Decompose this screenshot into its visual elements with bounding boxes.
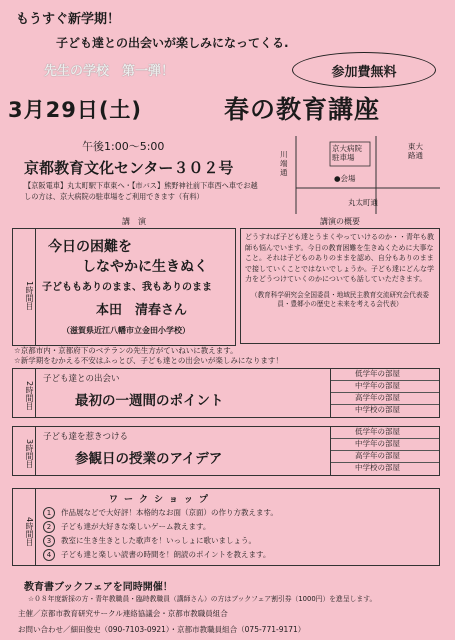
item-text: 子ども達と楽しい読書の時間を！朗読のポイントを教えます。 xyxy=(61,550,271,559)
period-2-label: 2時間目 xyxy=(13,369,36,417)
level-item: 中学年の部屋 xyxy=(331,381,439,393)
workshop-title: ワークショップ xyxy=(109,495,214,505)
workshop-item xyxy=(43,521,210,533)
item-number: 1 xyxy=(43,507,55,519)
label-hospital: 京大病院駐車場 xyxy=(332,144,362,162)
contact-info: お問い合わせ／細田俊史（090-7103-0921）・京都市教職員組合（075-771-9171） xyxy=(18,625,306,634)
speaker-school: （滋賀県近江八幡市立金田小学校） xyxy=(62,326,190,335)
period-1-label: 1時間目 xyxy=(13,229,36,345)
period-4-label: 4時間目 xyxy=(13,489,36,565)
session-3-sub: 子ども達を惹きつける xyxy=(43,432,129,442)
col-header-lecture: 講 演 xyxy=(122,217,146,226)
item-number: 3 xyxy=(43,535,55,547)
speaker-org: （教育科学研究会全国委員・地域民主教育交流研究会代表委員・豊郷小の歴史と未来を考える会代表） xyxy=(250,290,430,308)
session-2 xyxy=(12,368,440,418)
session-3-title: 参観日の授業のアイデア xyxy=(75,451,223,467)
label-marutamachi: 丸太町通 xyxy=(348,198,378,207)
level-item: 低学年の部屋 xyxy=(331,369,439,381)
item-number: 2 xyxy=(43,521,55,533)
workshop-item xyxy=(43,535,256,547)
label-venue-mark: ●会場 xyxy=(334,174,356,183)
col-header-summary: 講演の概要 xyxy=(320,217,360,226)
item-text: 作品展などで大好評！本格的なお面（京面）の作り方教えます。 xyxy=(61,508,278,517)
level-item: 高学年の部屋 xyxy=(331,451,439,463)
series-text: 先生の学校 第一弾！ xyxy=(44,64,175,79)
label-kawabata: 川端通 xyxy=(280,150,288,177)
workshop-item xyxy=(43,549,270,561)
book-fair-heading: 教育書ブックフェアを同時開催！ xyxy=(24,582,173,593)
level-item: 低学年の部屋 xyxy=(331,427,439,439)
notes xyxy=(14,346,440,366)
book-fair-note: ☆０８年度新採の方・青年教職員・臨時教職員（講師さん）の方はブックフェア割引券（1000円）を進呈します。 xyxy=(28,595,377,603)
session-2-title: 最初の一週間のポイント xyxy=(75,393,224,409)
lecture-title-line2: しなやかに生きぬく xyxy=(82,259,208,275)
item-text: 子ども達が大好きな楽しいゲーム教えます。 xyxy=(61,522,211,531)
note-item: ☆京都市内・京都府下のベテランの先生方がていねいに教えます。 xyxy=(14,346,238,355)
event-title: 春の教育講座 xyxy=(224,95,381,124)
item-number: 4 xyxy=(43,549,55,561)
lecture-subtitle: 子どももありのまま、我もありのまま xyxy=(42,282,212,293)
tagline-text: 子ども達との出会いが楽しみになってくる. xyxy=(56,36,289,50)
level-item: 中学校の部屋 xyxy=(355,463,400,472)
lecture-summary xyxy=(240,228,440,344)
event-time: 午後1:00～5:00 xyxy=(82,140,165,153)
kicker-text: もうすぐ新学期！ xyxy=(16,12,121,27)
session-2-levels xyxy=(330,369,439,417)
level-item: 中学年の部屋 xyxy=(331,439,439,451)
workshop xyxy=(12,488,440,566)
host-info: 主催／京都市教育研究サークル連絡協議会・京都市教職員組合 xyxy=(18,609,228,618)
note-item: ☆新学期をむかえる不安はふっとび、子ども達との出会いが楽しみになります！ xyxy=(14,356,283,365)
event-date: 3月29日(土) xyxy=(8,98,143,122)
workshop-item xyxy=(43,507,278,519)
access-map xyxy=(258,136,440,214)
item-text: 教室に生き生きとした歌声を！いっしょに歌いましょう。 xyxy=(61,536,256,545)
level-item: 高学年の部屋 xyxy=(331,393,439,405)
event-venue: 京都教育文化センター３０２号 xyxy=(24,159,234,177)
session-3 xyxy=(12,426,440,476)
label-higashioji: 東大路通 xyxy=(408,142,423,160)
speaker-name: 本田 清春さん xyxy=(96,303,188,318)
period-3-label: 3時間目 xyxy=(13,427,36,475)
summary-text: どうすれば子ども達とうまくやっていけるのか・・青年も教師も悩んでいます。今日の教育困難を生きぬくために大事なこと。それは子どものありのままを認め、自分もありのままで接していくことではないでしょうか。子ども達にどんな学力をどうつけていくのかについても話していただきます。 xyxy=(245,233,434,283)
free-badge: 参加費無料 xyxy=(292,52,436,88)
lecture-title-line1: 今日の困難を xyxy=(48,239,132,255)
session-2-sub: 子ども達との出会い xyxy=(43,374,120,384)
level-item: 中学校の部屋 xyxy=(355,405,400,414)
access-info: 【京阪電車】丸太町駅下車東へ・【市バス】熊野神社前下車西へ車でお越しの方は、京大病院の駐車場をご利用できます（有料） xyxy=(24,181,258,201)
session-3-levels xyxy=(330,427,439,475)
